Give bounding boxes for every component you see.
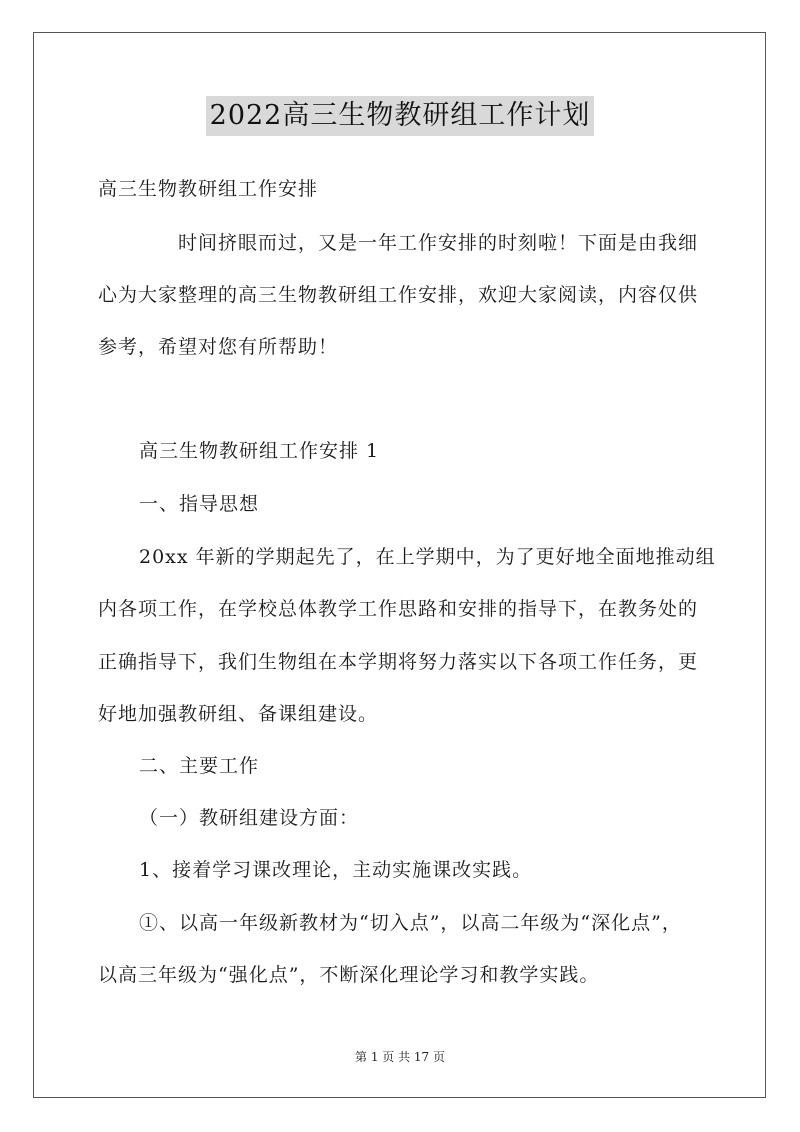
list-item-1-1-line-2: 以高三年级为“强化点”，不断深化理论学习和教学实践。 — [98, 964, 600, 986]
heading-main-work: 二、主要工作 — [139, 755, 260, 777]
intro-line-2: 心为大家整理的高三生物教研组工作安排，欢迎大家阅读，内容仅供 — [98, 284, 699, 306]
section-title: 高三生物教研组工作安排 1 — [139, 440, 380, 462]
page-number: 第 1 页 共 17 页 — [355, 1050, 445, 1064]
subtitle: 高三生物教研组工作安排 — [98, 178, 319, 200]
sub-heading-research-group: （一）教研组建设方面： — [139, 807, 360, 829]
intro-line-1: 时间挤眼而过，又是一年工作安排的时刻啦！下面是由我细 — [178, 232, 699, 254]
paragraph-1-line-1: 20xx 年新的学期起先了，在上学期中，为了更好地全面地推动组 — [139, 546, 716, 568]
intro-line-3: 参考，希望对您有所帮助！ — [98, 336, 339, 358]
title-container — [0, 96, 800, 136]
paragraph-1-line-2: 内各项工作，在学校总体教学工作思路和安排的指导下，在教务处的 — [98, 598, 699, 620]
heading-guiding-ideology: 一、指导思想 — [139, 493, 260, 515]
list-item-1: 1、接着学习课改理论，主动实施课改实践。 — [139, 859, 533, 881]
list-item-1-1-line-1: ①、以高一年级新教材为“切入点”，以高二年级为“深化点”， — [139, 912, 682, 934]
paragraph-1-line-3: 正确指导下，我们生物组在本学期将努力落实以下各项工作任务，更 — [98, 651, 699, 673]
paragraph-1-line-4: 好地加强教研组、备课组建设。 — [98, 703, 379, 725]
document-title: 2022高三生物教研组工作计划 — [206, 96, 595, 136]
